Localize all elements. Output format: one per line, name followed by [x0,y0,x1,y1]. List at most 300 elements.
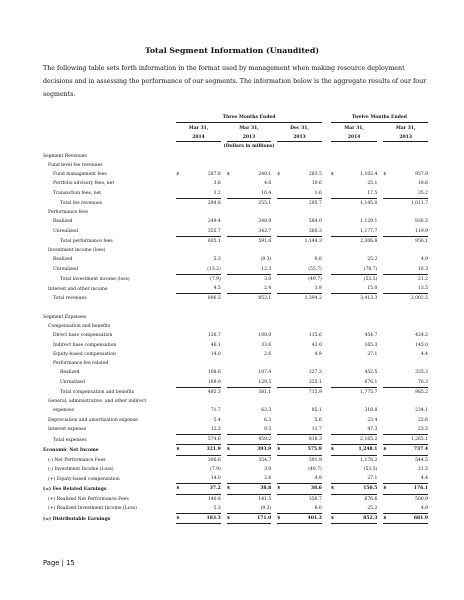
cell-value: 6.0 [314,257,322,263]
col-header: Mar 31, [395,126,416,132]
dollar-sign: $ [277,445,283,455]
cell-value [283,359,321,368]
cell-value: 454.7 [364,333,378,339]
cell-value [182,304,220,313]
cell-value [389,246,428,255]
dollar-sign: $ [176,514,182,524]
row-label: Performance fees [48,210,88,215]
cell-value: 6.3 [264,417,272,423]
cell-value: 715.9 [308,389,322,395]
cell-value [233,322,271,331]
cell-value [389,304,428,313]
cell-value: 318.8 [364,408,378,414]
cell-value: 5.3 [213,257,221,263]
cell-value: 141.5 [258,496,272,502]
cell-value [283,208,321,217]
cell-value: 47.3 [337,425,377,435]
cell-value: 4.9 [314,351,322,357]
row-label: (-) Net Performance Fees [48,457,106,463]
cell-value: 108.0 [258,333,272,339]
cell-value: 737.4 [389,445,428,455]
cell-value: 381.1 [258,389,272,395]
spacer [322,465,331,474]
cell-value: 27.1 [337,474,377,484]
cell-value: 4.4 [389,474,428,484]
cell-value [337,313,377,322]
cell-value: 8.5 [233,425,271,435]
cell-value: 10.4 [233,189,271,199]
col-header: Mar 31, [344,126,364,132]
table-row [43,236,428,246]
dollar-sign: $ [331,484,337,494]
cell-value: 240.1 [258,172,272,177]
spacer [322,227,331,237]
cell-value: 591.6 [258,238,272,244]
cell-value: 6.0 [283,504,321,514]
cell-value [283,322,321,331]
cell-value: 108.6 [207,370,221,376]
row-label: (-) Investment Income (Loss) [48,466,114,472]
cell-value: 145.0 [415,342,428,348]
cell-value: 126.7 [207,333,221,339]
col-header: Mar 31, [188,126,209,132]
column-header-row-1 [43,123,428,133]
cell-value: 2,306.8 [360,238,378,244]
spacer [322,161,331,170]
cell-value: (53.5) [363,276,378,282]
cell-value [389,208,428,217]
dollar-sign: $ [383,514,389,524]
period-header-row [43,113,428,123]
spacer [322,322,331,331]
cell-value: 35.2 [389,189,428,199]
cell-value: 21.2 [417,276,428,282]
cell-value: 12.2 [182,425,220,435]
cell-value: 605.1 [207,238,221,244]
cell-value: 1,102.4 [360,172,378,177]
col-header-year: 2013 [277,133,322,142]
cell-value: 11.7 [283,425,321,435]
cell-value [389,397,428,406]
spacer [322,236,331,246]
units-row [43,142,428,152]
spacer [322,170,331,179]
row-label: (+) Equity-based compensation [48,476,120,482]
segment-table [43,113,428,524]
cell-value [337,161,377,170]
table-row [43,255,428,264]
spacer [322,504,331,514]
twelve-months-header: Twelve Months Ended [331,113,428,123]
cell-value: 1,177.7 [337,227,377,237]
row-label: Fund level fee revenues [48,162,103,168]
cell-value: 4.9 [420,257,428,263]
cell-value: 584.0 [308,219,322,225]
row-label: Total compensation and benefits [60,389,135,395]
cell-value [182,359,220,368]
cell-value: 1,144.3 [304,238,322,244]
cell-value: 500.9 [415,496,428,502]
cell-value: 5.6 [314,417,322,423]
cell-value: 71.7 [210,408,221,414]
row-label: Indirect base compensation [53,342,117,348]
col-header-year: 2013 [383,133,428,142]
cell-value: 321.9 [182,445,220,455]
table-row [43,514,428,524]
table-row [43,350,428,359]
cell-value [233,304,271,313]
dollar-sign: $ [227,514,233,524]
table-row [43,198,428,208]
row-label: (+) Realized Net Performance Fees [48,496,129,502]
col-header: Dec 31, [290,126,309,132]
cell-value: 176.1 [389,484,428,494]
cell-value [182,322,220,331]
spacer [322,255,331,264]
cell-value: 3,413.3 [360,296,378,302]
spacer [322,455,331,465]
row-label: Compensation and benefits [48,324,111,329]
cell-value: 896.5 [207,296,221,302]
table-row [43,341,428,350]
cell-value: 401.3 [283,514,321,524]
spacer [322,484,331,494]
cell-value [337,304,377,313]
spacer [322,514,331,524]
cell-value: 4.4 [420,351,428,357]
cell-value: 189.9 [182,378,220,388]
cell-value: 13.5 [389,284,428,294]
row-label: expenses [53,408,74,414]
cell-value [389,161,428,170]
cell-value: 591.9 [308,457,322,463]
cell-value: (9.3) [260,257,272,263]
cell-value: 852.3 [337,514,377,524]
units-label: (Dollars in millions) [223,144,275,150]
cell-value: 2.4 [233,284,271,294]
row-label: (+) Realized Investment Income (Loss) [48,506,137,512]
col-header-year: 2013 [227,133,271,142]
col-header-year: 2014 [176,133,220,142]
page-footer: Page | 15 [43,559,75,567]
row-label: Realized [53,219,73,225]
row-label: Total investment income (loss) [60,276,130,282]
table-row [43,217,428,226]
table-row [43,368,428,377]
cell-value [233,152,271,161]
cell-value: 171.0 [233,514,271,524]
spacer [322,494,331,504]
cell-value: 25.2 [337,504,377,514]
cell-value [182,208,220,217]
cell-value: 1,129.1 [360,219,378,225]
spacer [322,350,331,359]
cell-value [389,313,428,322]
row-label: Unrealized [60,380,85,385]
cell-value [337,208,377,217]
row-label: Realized [53,257,73,263]
spacer [322,304,331,313]
table-row [43,331,428,340]
cell-value: 283.5 [308,172,322,177]
cell-value [182,161,220,170]
cell-value: 21.2 [417,466,428,472]
spacer [322,331,331,340]
cell-value: 1,394.2 [304,296,322,302]
cell-value: 1,775.7 [360,389,378,395]
row-label [43,304,176,313]
cell-value [233,313,271,322]
table-row [43,170,428,179]
cell-value [337,246,377,255]
row-label: Transaction fees, net [53,191,102,196]
cell-value: 3.9 [283,284,321,294]
dollar-sign: $ [277,484,283,494]
cell-value: 306.6 [207,457,221,463]
table-row [43,313,428,322]
cell-value: 836.2 [415,219,428,225]
cell-value: 4.9 [283,474,321,484]
row-label: Portfolio advisory fees, net [53,181,115,187]
cell-value: (49.7) [308,466,322,472]
cell-value: 325.1 [283,378,321,388]
cell-value: 985.2 [415,389,428,395]
dollar-sign: $ [330,172,334,177]
spacer [322,435,331,445]
row-label: Performance fee related [53,361,109,366]
table-row [43,265,428,275]
cell-value [233,246,271,255]
cell-value: 43.0 [311,342,322,348]
cell-value: 356.7 [308,496,322,502]
cell-value: (7.9) [210,466,221,472]
row-label: Fund management fees [53,172,107,177]
cell-value: 4.5 [182,284,220,294]
table-row [43,397,428,406]
cell-value: 5.3 [182,504,220,514]
dollar-sign: $ [277,514,283,524]
page-title: Total Segment Information (Unaudited) [144,46,320,55]
table-row [43,435,428,445]
row-label: Equity-based compensation [53,351,117,357]
three-months-header: Three Months Ended [176,113,321,123]
cell-value: 22.6 [417,417,428,423]
cell-value: 393.9 [233,445,271,455]
cell-value [283,397,321,406]
cell-value: 150.5 [337,484,377,494]
row-label: Direct base compensation [53,333,113,339]
cell-value: (49.7) [308,276,322,282]
table-row [43,189,428,199]
cell-value: 3.0 [264,276,272,282]
cell-value: (78.7) [337,265,377,275]
cell-value: 4.9 [389,504,428,514]
cell-value: 2,002.5 [410,296,428,302]
table-row [43,504,428,514]
row-label: Interest expense [48,427,87,433]
cell-value: 17.5 [337,189,377,199]
cell-value: (7.9) [210,276,221,282]
col-header-year: 2014 [331,133,377,142]
spacer [322,294,331,304]
column-header-row-2 [43,133,428,142]
spacer [322,217,331,226]
cell-value: 1.6 [283,189,321,199]
table-row [43,179,428,188]
spacer [322,341,331,350]
spacer [322,359,331,368]
table-row [43,152,428,161]
cell-value: 107.4 [258,370,272,376]
spacer [322,474,331,484]
cell-value: 23.4 [367,417,378,423]
cell-value: 560.3 [283,227,321,237]
dollar-sign: $ [176,172,180,177]
cell-value: 129.5 [233,378,271,388]
spacer [322,274,331,284]
cell-value: 76.3 [389,378,428,388]
cell-value: 676.1 [337,378,377,388]
dollar-sign: $ [331,445,337,455]
table-row [43,161,428,170]
cell-value: 10.6 [311,181,322,187]
dollar-sign: $ [331,514,337,524]
cell-value: 485.3 [207,389,221,395]
spacer [322,189,331,199]
cell-value: 2.6 [264,351,272,357]
row-label: (=) Distributable Earnings [43,516,111,522]
cell-value [182,397,220,406]
table-row [43,406,428,415]
cell-value [233,208,271,217]
spacer [322,397,331,406]
cell-value: 38.8 [233,484,271,494]
cell-value: 424.2 [415,333,428,339]
table-row [43,445,428,455]
cell-value: 227.3 [308,370,322,376]
table-row [43,425,428,435]
cell-value [389,152,428,161]
cell-value: 3.0 [264,466,272,472]
cell-value [233,359,271,368]
dollar-sign: $ [227,484,233,494]
cell-value [233,397,271,406]
cell-value [389,359,428,368]
table-row [43,274,428,284]
dollar-sign: $ [226,172,230,177]
cell-value: 2,165.2 [337,435,377,445]
row-label: Depreciation and amortization expense [48,417,138,423]
dollar-sign: $ [383,484,389,494]
cell-value: 255.1 [258,200,272,206]
cell-value [283,152,321,161]
spacer [322,265,331,275]
dollar-sign: $ [383,172,387,177]
cell-value: 956.1 [415,238,428,244]
cell-value: (9.3) [233,504,271,514]
cell-value [337,397,377,406]
spacer [322,208,331,217]
cell-value: 294.8 [207,200,221,206]
spacer [322,313,331,322]
row-label: Investment income (loss) [48,248,106,253]
row-label: General, administrative, and other indirect [48,399,147,404]
table-row [43,378,428,388]
row-label: Interest and other income [48,286,108,292]
cell-value: 4.6 [264,181,272,187]
row-label: Total fee revenues [60,200,102,206]
cell-value: 25.1 [367,181,378,187]
cell-value: 15.0 [337,284,377,294]
cell-value: 25.2 [367,257,378,263]
cell-value: 18.6 [417,181,428,187]
spacer [322,368,331,377]
row-label: (=) Fee Related Earnings [43,486,107,492]
cell-value: 354.7 [258,457,272,463]
cell-value: 1,145.0 [360,200,378,206]
cell-value: 14.0 [182,474,220,484]
col-header: Mar 31, [239,126,259,132]
cell-value: 458.2 [233,435,271,445]
spacer [322,445,331,455]
row-label: Segment Revenues [43,153,87,159]
cell-value: 27.1 [367,351,378,357]
cell-value: 544.5 [415,457,428,463]
table-row [43,246,428,255]
cell-value: 1,011.7 [410,200,428,206]
cell-value: 183.3 [182,514,220,524]
cell-value: 248.9 [258,219,272,225]
cell-value: 852.1 [258,296,272,302]
cell-value [283,246,321,255]
cell-value: 342.7 [233,227,271,237]
cell-value: (53.5) [363,466,378,472]
cell-value: 140.8 [207,496,221,502]
table-row [43,455,428,465]
spacer [322,246,331,255]
cell-value [182,246,220,255]
dollar-sign: $ [383,445,389,455]
cell-value: 249.4 [207,219,221,225]
cell-value: 3.8 [213,181,221,187]
cell-value [337,322,377,331]
spacer [322,425,331,435]
dollar-sign: $ [176,445,182,455]
spacer [322,406,331,415]
row-label: Total performance fees [60,238,113,244]
table-row [43,416,428,425]
table-row [43,484,428,494]
cell-value: 3.2 [182,189,220,199]
table-row [43,284,428,294]
cell-value: 62.3 [261,408,272,414]
intro-paragraph: The following table sets forth information in the format used by management when making resource deployment decisions and in assessing the performance of our segments. The information below is the aggregate results of our four segments. [43,65,427,98]
cell-value: 681.9 [389,514,428,524]
cell-value: 12.3 [233,265,271,275]
table-row [43,465,428,474]
cell-value: 119.9 [389,227,428,237]
spacer [322,378,331,388]
cell-value: 16.3 [389,265,428,275]
cell-value [233,161,271,170]
table-row [43,304,428,313]
row-label: Segment Expenses [43,314,87,320]
row-label: Economic Net Income [43,447,99,453]
cell-value: (13.2) [182,265,220,275]
cell-value [337,359,377,368]
cell-value: 957.9 [415,172,428,177]
cell-value: 85.1 [311,408,322,414]
